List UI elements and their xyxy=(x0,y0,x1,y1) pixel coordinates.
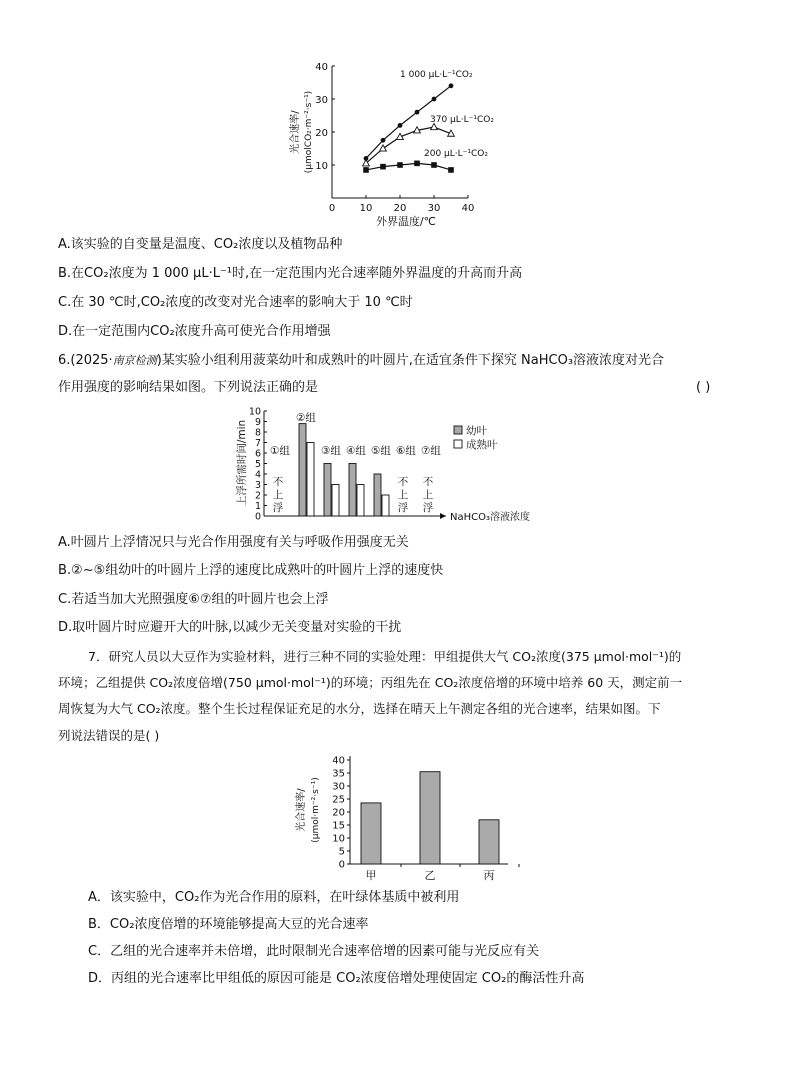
y-axis-title: 上浮所需时间/min xyxy=(236,419,248,507)
x-category-label: 乙 xyxy=(424,869,436,882)
no-float-text-char: 不 xyxy=(397,476,409,488)
bar-chart-svg xyxy=(232,403,562,528)
no-float-text-char: 上 xyxy=(272,489,284,501)
y-tick-label: 25 xyxy=(332,794,345,806)
no-float-text-char: 不 xyxy=(272,476,284,488)
y-tick-label: 7 xyxy=(254,438,261,449)
q7-stem-line-1: 7．研究人员以大豆作为实验材料，进行三种不同的实验处理：甲组提供大气 CO₂浓度(375 μmol·mol⁻¹)的 xyxy=(88,649,682,664)
data-point-dot xyxy=(449,83,454,88)
co2-temperature-line-chart xyxy=(280,55,530,230)
no-float-text-char: 浮 xyxy=(422,502,434,514)
legend-label: 幼叶 xyxy=(466,425,487,437)
y-tick-label: 6 xyxy=(254,448,261,460)
bar xyxy=(349,464,356,517)
series-line xyxy=(366,163,451,170)
y-axis-title-line-2: (μmolCO₂·m⁻²·s⁻¹) xyxy=(304,90,314,174)
bar xyxy=(420,772,440,864)
group-label: ①组 xyxy=(270,445,290,457)
y-tick-label: 1 xyxy=(254,501,261,512)
data-point-dot xyxy=(398,123,403,128)
y-tick-label: 5 xyxy=(254,459,261,470)
q6-answer-bracket: ( ) xyxy=(696,380,711,395)
y-tick-label: 8 xyxy=(254,427,261,439)
x-tick-label: 20 xyxy=(393,203,407,214)
bar xyxy=(357,485,364,517)
data-point-dot xyxy=(415,110,420,115)
x-tick-label: 10 xyxy=(359,203,373,214)
x-tick-label: 30 xyxy=(427,203,441,214)
y-axis-title-line-1: 光合速率/ xyxy=(296,788,307,832)
soybean-photosynthesis-bar-chart xyxy=(290,752,520,884)
y-tick-label: 0 xyxy=(254,511,261,523)
x-tick-label: 40 xyxy=(461,203,475,214)
q6-number: 6.(2025· xyxy=(58,353,113,368)
group-label: ③组 xyxy=(321,445,341,457)
y-tick-label: 30 xyxy=(332,781,345,793)
y-tick-label: 10 xyxy=(248,406,261,418)
data-point-square xyxy=(380,164,386,170)
no-float-text-char: 上 xyxy=(397,489,409,501)
q6-stem-rest: )某实验小组利用菠菜幼叶和成熟叶的叶圆片,在适宜条件下探究 NaHCO₃溶液浓度对光合 xyxy=(156,353,665,368)
group-label: ④组 xyxy=(346,445,366,457)
q7-stem-line-2: 环境；乙组提供 CO₂浓度倍增(750 μmol·mol⁻¹)的环境；丙组先在 CO₂浓度倍增的环境中培养 60 天，测定前一 xyxy=(58,675,683,690)
no-float-text-char: 浮 xyxy=(397,502,409,514)
bar xyxy=(479,820,499,864)
x-category-label: 丙 xyxy=(483,869,495,882)
q7-option-a: A．该实验中，CO₂作为光合作用的原料，在叶绿体基质中被利用 xyxy=(88,890,460,905)
legend-swatch xyxy=(454,440,462,448)
bar xyxy=(374,474,381,516)
y-tick-label: 20 xyxy=(315,128,328,139)
q6-source-tag: 南京检测 xyxy=(112,354,157,367)
y-tick-label: 40 xyxy=(315,62,328,73)
no-float-text-char: 不 xyxy=(422,476,434,488)
group-label: ②组 xyxy=(296,412,316,424)
data-point-dot xyxy=(381,138,386,143)
data-point-square xyxy=(448,167,454,173)
y-axis-title-line-2: (μmol·m⁻²·s⁻¹) xyxy=(311,777,321,843)
data-point-square xyxy=(397,162,403,168)
y-tick-label: 15 xyxy=(332,820,345,832)
x-axis-title: 外界温度/℃ xyxy=(375,215,437,228)
x-axis-title: NaHCO₃溶液浓度 xyxy=(450,512,530,523)
q6-option-b: B.②~⑤组幼叶的叶圆片上浮的速度比成熟叶的叶圆片上浮的速度快 xyxy=(58,563,444,578)
bar xyxy=(299,424,306,516)
y-tick-label: 9 xyxy=(254,417,261,428)
y-tick-label: 35 xyxy=(332,768,345,780)
q6-stem-line-1 xyxy=(58,352,664,370)
series-label: 370 μL·L⁻¹CO₂ xyxy=(430,115,494,125)
y-tick-label: 20 xyxy=(332,807,345,819)
q6-option-d: D.取叶圆片时应避开大的叶脉,以减少无关变量对实验的干扰 xyxy=(58,620,402,635)
q6-option-a: A.叶圆片上浮情况只与光合作用强度有关与呼吸作用强度无关 xyxy=(58,535,409,550)
q5-option-c: C.在 30 ℃时,CO₂浓度的改变对光合速率的影响大于 10 ℃时 xyxy=(58,295,413,310)
y-tick-label: 4 xyxy=(254,469,261,481)
x-category-label: 甲 xyxy=(365,869,377,882)
y-tick-label: 0 xyxy=(338,859,345,871)
q5-option-d: D.在一定范围内CO₂浓度升高可使光合作用增强 xyxy=(58,324,331,339)
q5-option-b: B.在CO₂浓度为 1 000 μL·L⁻¹时,在一定范围内光合速率随外界温度的升高而升高 xyxy=(58,266,523,281)
series-label: 1 000 μL·L⁻¹CO₂ xyxy=(400,70,473,80)
bar xyxy=(324,464,331,517)
group-label: ⑤组 xyxy=(371,445,391,457)
bar xyxy=(382,495,389,516)
q7-option-c: C．乙组的光合速率并未倍增，此时限制光合速率倍增的因素可能与光反应有关 xyxy=(88,944,540,959)
q7-option-d: D．丙组的光合速率比甲组低的原因可能是 CO₂浓度倍增处理使固定 CO₂的酶活性升高 xyxy=(88,971,585,986)
data-point-triangle xyxy=(380,145,387,151)
series-label: 200 μL·L⁻¹CO₂ xyxy=(424,149,488,159)
group-label: ⑥组 xyxy=(396,445,416,457)
q7-stem-line-4: 列说法错误的是( ) xyxy=(58,728,160,743)
q6-stem-line-2: 作用强度的影响结果如图。下列说法正确的是 xyxy=(58,380,319,395)
bar xyxy=(332,485,339,517)
y-tick-label: 3 xyxy=(254,480,261,491)
line-chart-svg xyxy=(280,55,530,230)
no-float-text-char: 上 xyxy=(422,489,434,501)
y-tick-label: 5 xyxy=(338,846,345,858)
bar-chart-svg-2 xyxy=(290,752,520,884)
y-tick-label: 10 xyxy=(315,161,328,172)
q7-option-b: B．CO₂浓度倍增的环境能够提高大豆的光合速率 xyxy=(88,917,369,932)
data-point-dot xyxy=(432,97,437,102)
data-point-square xyxy=(414,161,420,167)
q7-stem-line-3: 周恢复为大气 CO₂浓度。整个生长过程保证充足的水分，选择在晴天上午测定各组的光合速率，结果如图。下 xyxy=(58,701,661,716)
data-point-square xyxy=(363,167,369,173)
q6-option-c: C.若适当加大光照强度⑥⑦组的叶圆片也会上浮 xyxy=(58,592,329,607)
bar xyxy=(361,803,381,864)
y-axis-title-line-1: 光合速率/ xyxy=(290,110,301,154)
data-point-square xyxy=(431,162,437,168)
y-tick-label: 30 xyxy=(315,95,328,106)
x-tick-label: 0 xyxy=(328,203,336,214)
y-tick-label: 2 xyxy=(254,490,261,502)
group-label: ⑦组 xyxy=(421,445,441,457)
q5-option-a: A.该实验的自变量是温度、CO₂浓度以及植物品种 xyxy=(58,237,343,252)
no-float-text-char: 浮 xyxy=(272,502,284,514)
legend-label: 成熟叶 xyxy=(466,439,498,451)
y-tick-label: 10 xyxy=(332,833,345,845)
y-tick-label: 40 xyxy=(332,755,345,767)
nahco3-float-time-chart xyxy=(232,403,562,528)
x-axis-arrow xyxy=(440,513,446,519)
bar xyxy=(307,443,314,517)
legend-swatch xyxy=(454,426,462,434)
